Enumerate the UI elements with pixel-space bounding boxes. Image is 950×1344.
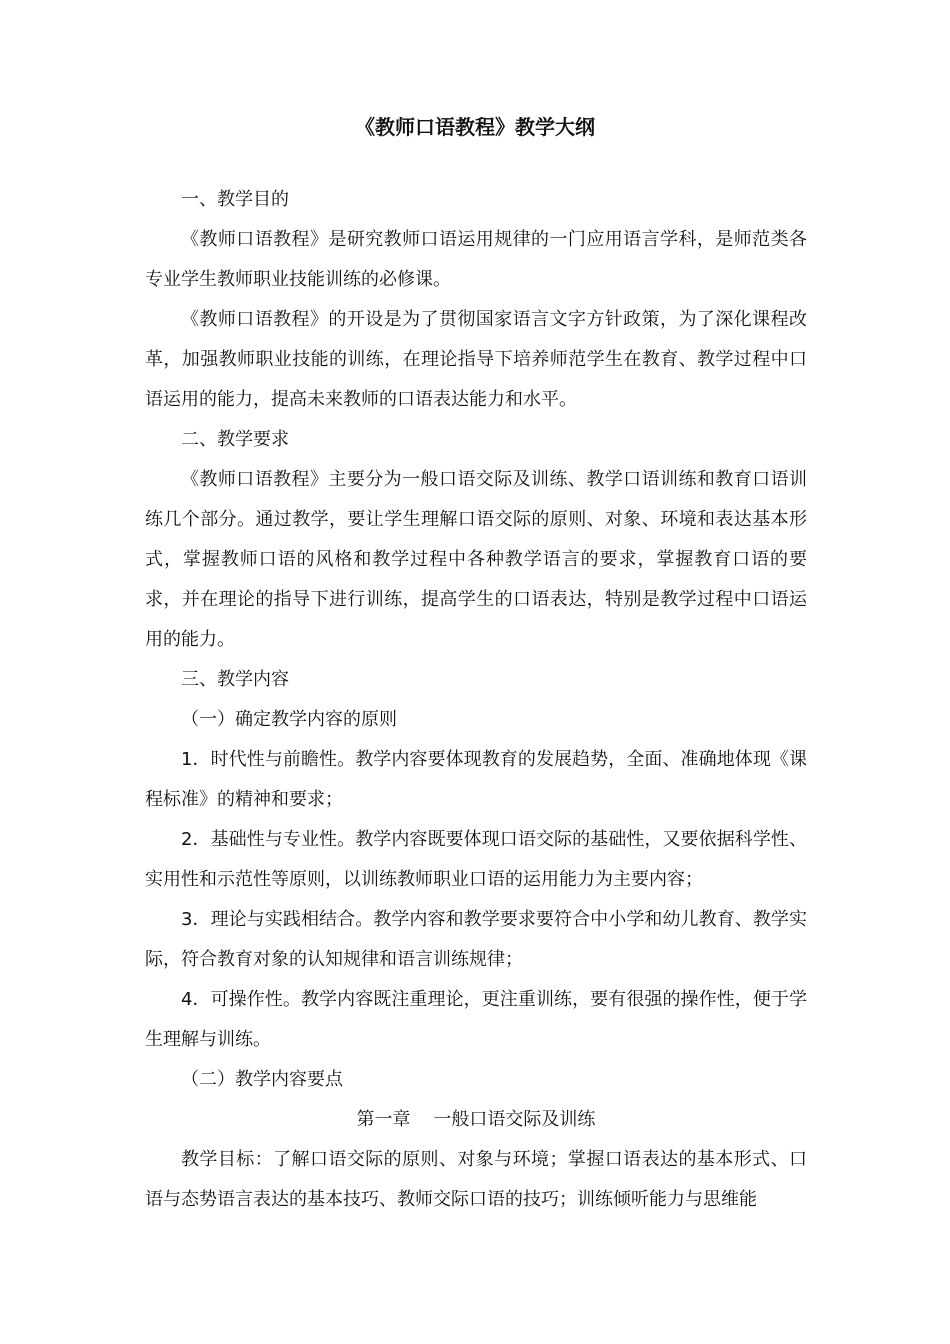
section-heading-2: 二、教学要求 — [181, 429, 289, 450]
paragraph-purpose-1: 《教师口语教程》是研究教师口语运用规律的一门应用语言学科，是师范类各专业学生教师职业技能训练的必修课。 — [145, 229, 807, 290]
document-title: 《教师口语教程》教学大纲 — [355, 115, 595, 139]
subsection-heading-2: （二）教学内容要点 — [181, 1069, 343, 1090]
principle-2: 2．基础性与专业性。教学内容既要体现口语交际的基础性，又要依据科学性、实用性和示范性等原则，以训练教师职业口语的运用能力为主要内容； — [145, 829, 807, 890]
principle-3: 3．理论与实践相结合。教学内容和教学要求要符合中小学和幼儿教育、教学实际，符合教育对象的认知规律和语言训练规律； — [145, 909, 807, 970]
principle-1: 1．时代性与前瞻性。教学内容要体现教育的发展趋势，全面、准确地体现《课程标准》的精神和要求； — [145, 749, 807, 810]
paragraph-purpose-2: 《教师口语教程》的开设是为了贯彻国家语言文字方针政策，为了深化课程改革，加强教师职业技能的训练，在理论指导下培养师范学生在教育、教学过程中口语运用的能力，提高未来教师的口语表达能力和水平。 — [145, 309, 807, 410]
paragraph-chapter-1-goal: 教学目标：了解口语交际的原则、对象与环境；掌握口语表达的基本形式、口语与态势语言表达的基本技巧、教师交际口语的技巧；训练倾听能力与思维能 — [145, 1149, 807, 1210]
chapter-heading-1: 第一章 一般口语交际及训练 — [356, 1109, 596, 1130]
section-heading-3: 三、教学内容 — [181, 669, 289, 690]
subsection-heading-1: （一）确定教学内容的原则 — [181, 709, 397, 730]
document-body — [145, 180, 807, 1220]
section-heading-1: 一、教学目的 — [181, 189, 289, 210]
principle-4: 4．可操作性。教学内容既注重理论，更注重训练，要有很强的操作性，便于学生理解与训练。 — [145, 989, 807, 1050]
paragraph-requirements: 《教师口语教程》主要分为一般口语交际及训练、教学口语训练和教育口语训练几个部分。通过教学，要让学生理解口语交际的原则、对象、环境和表达基本形式，掌握教师口语的风格和教学过程中各种教学语言的要求，掌握教育口语的要求，并在理论的指导下进行训练，提高学生的口语表达，特别是教学过程中口语运用的能力。 — [145, 469, 807, 650]
